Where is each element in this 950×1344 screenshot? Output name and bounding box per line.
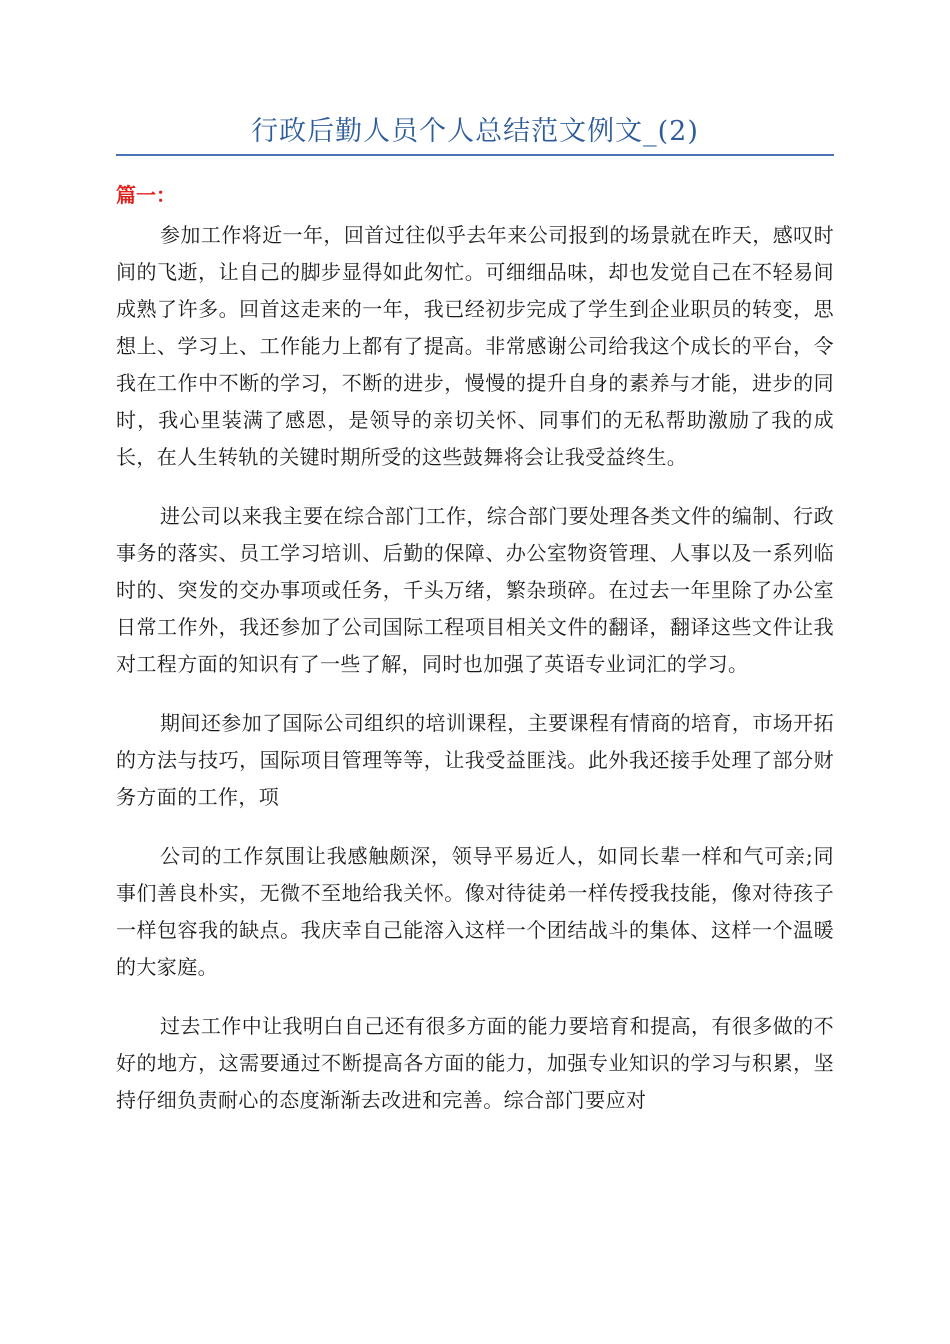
section-heading: 篇一： [116, 183, 176, 207]
paragraph-2: 进公司以来我主要在综合部门工作，综合部门要处理各类文件的编制、行政事务的落实、员工学习培训、后勤的保障、办公室物资管理、人事以及一系列临时的、突发的交办事项或任务，千头万绪，繁杂琐碎。在过去一年里除了办公室日常工作外，我还参加了公司国际工程项目相关文件的翻译，翻译这些文件让我对工程方面的知识有了一些了解，同时也加强了英语专业词汇的学习。 [116, 504, 834, 676]
paragraph-3: 期间还参加了国际公司组织的培训课程，主要课程有情商的培育，市场开拓的方法与技巧，国际项目管理等等，让我受益匪浅。此外我还接手处理了部分财务方面的工作，项 [116, 711, 834, 809]
document-body [116, 217, 834, 1119]
paragraph-4: 公司的工作氛围让我感触颇深，领导平易近人，如同长辈一样和气可亲;同事们善良朴实，无微不至地给我关怀。像对待徒弟一样传授我技能，像对待孩子一样包容我的缺点。我庆幸自己能溶入这样一个团结战斗的集体、这样一个温暖的大家庭。 [116, 844, 834, 979]
paragraph-5: 过去工作中让我明白自己还有很多方面的能力要培育和提高，有很多做的不好的地方，这需要通过不断提高各方面的能力，加强专业知识的学习与积累，坚持仔细负责耐心的态度渐渐去改进和完善。综合部门要应对 [116, 1014, 834, 1112]
document-title: 行政后勤人员个人总结范文例文_(2) [251, 116, 699, 147]
title-underline [116, 154, 834, 156]
paragraph-1: 参加工作将近一年，回首过往似乎去年来公司报到的场景就在昨天，感叹时间的飞逝，让自己的脚步显得如此匆忙。可细细品味，却也发觉自己在不轻易间成熟了许多。回首这走来的一年，我已经初步完成了学生到企业职员的转变，思想上、学习上、工作能力上都有了提高。非常感谢公司给我这个成长的平台，令我在工作中不断的学习，不断的进步，慢慢的提升自身的素养与才能，进步的同时，我心里装满了感恩，是领导的亲切关怀、同事们的无私帮助激励了我的成长，在人生转轨的关键时期所受的这些鼓舞将会让我受益终生。 [116, 223, 834, 469]
